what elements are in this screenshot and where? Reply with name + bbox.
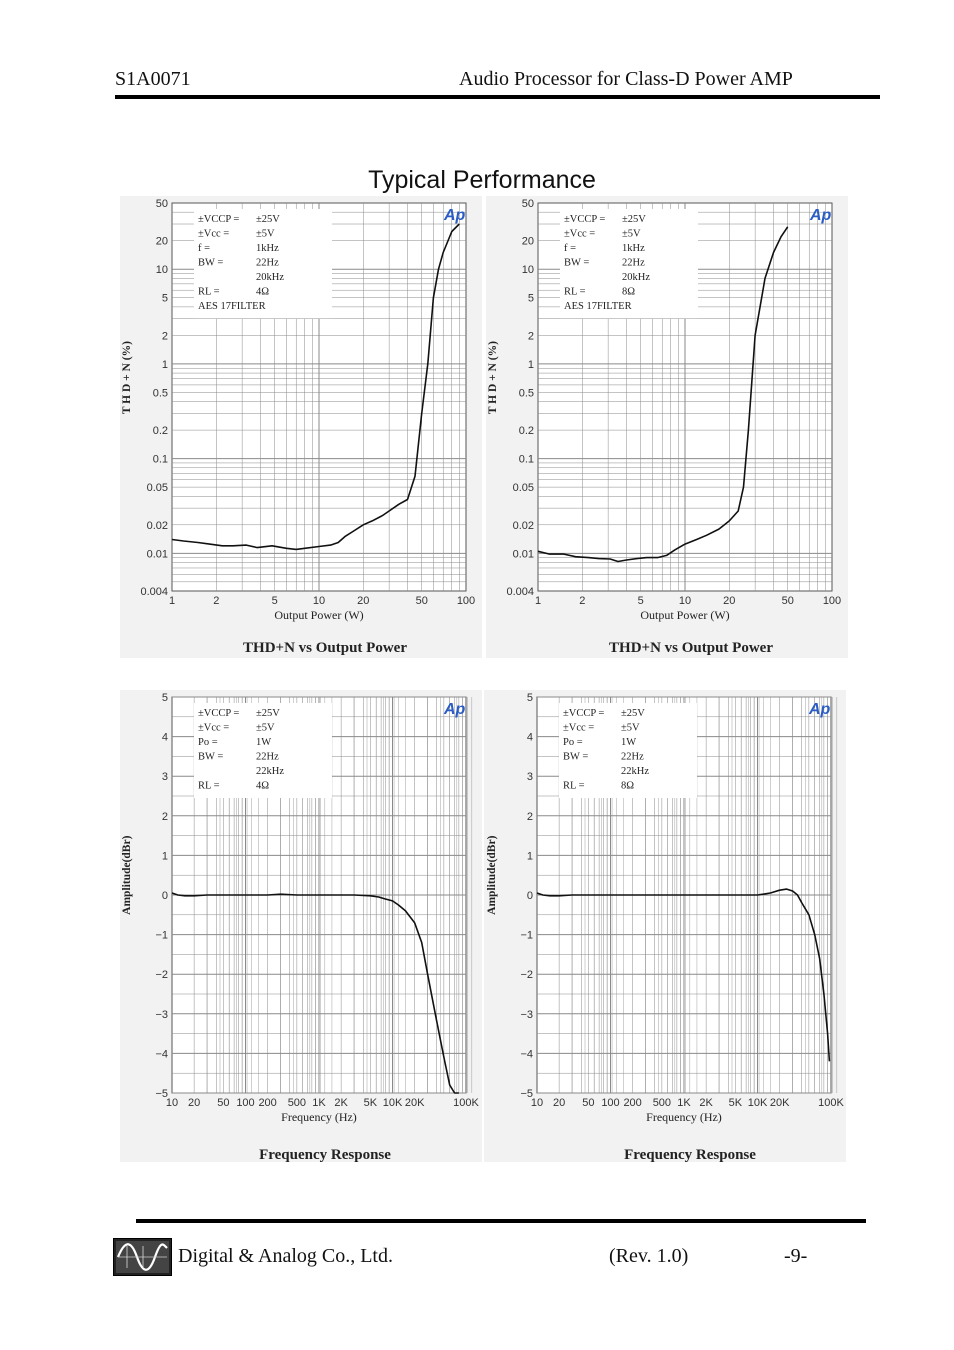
x-tick-label: 100 (601, 1097, 620, 1109)
chart-3 (120, 690, 482, 1163)
legend-key: f = (198, 243, 211, 254)
y-tick-label: 10 (521, 264, 534, 277)
chart-caption: Frequency Response (259, 1147, 391, 1163)
legend-key: RL = (198, 780, 220, 792)
x-tick-label: 100K (453, 1097, 479, 1109)
legend-value: 8Ω (622, 286, 636, 298)
legend-key: ±Vcc = (198, 228, 230, 240)
legend-value: ±25V (622, 214, 646, 225)
legend-value: 22Hz (622, 257, 645, 269)
y-tick-label: 10 (155, 264, 168, 277)
y-tick-label: 0.1 (518, 453, 534, 466)
y-tick-label: −4 (520, 1048, 533, 1061)
x-tick-label: 500 (287, 1097, 307, 1109)
legend-value: 22Hz (256, 257, 279, 269)
legend-value: 20kHz (256, 272, 284, 283)
legend-value: ±5V (622, 228, 641, 240)
ap-logo-icon: Ap (444, 207, 466, 224)
x-tick-label: 2 (213, 595, 220, 607)
x-axis-label: Frequency (Hz) (281, 1110, 357, 1124)
x-tick-label: 20 (553, 1097, 566, 1109)
legend-value: 1kHz (256, 243, 279, 254)
x-tick-label: 50 (582, 1097, 595, 1109)
legend-key: RL = (564, 286, 586, 298)
y-tick-label: −5 (520, 1088, 533, 1100)
x-tick-label: 20 (188, 1097, 201, 1109)
y-tick-label: 0.5 (518, 387, 534, 400)
y-tick-label: 5 (161, 692, 168, 704)
company-logo-icon (113, 1238, 172, 1276)
x-tick-label: 5K (363, 1097, 378, 1109)
x-axis-label: Output Power (W) (274, 608, 364, 622)
x-tick-label: 2 (579, 595, 586, 607)
chart-4 (484, 690, 846, 1163)
chart-caption: THD+N vs Output Power (609, 640, 773, 656)
legend-key: BW = (564, 257, 590, 269)
legend-key: AES 17FILTER (564, 301, 632, 312)
legend-key: RL = (198, 286, 220, 298)
y-tick-label: 0.5 (152, 387, 168, 400)
y-tick-label: −5 (155, 1088, 168, 1100)
legend-key: BW = (198, 257, 224, 269)
y-tick-label: 2 (161, 330, 168, 343)
header-doc-title: Audio Processor for Class-D Power AMP (459, 68, 793, 90)
ap-logo-icon: Ap (444, 701, 466, 718)
legend-value: 20kHz (622, 272, 650, 283)
header-part-number: S1A0071 (115, 68, 191, 90)
y-tick-label: 0.004 (140, 586, 168, 598)
y-tick-label: 0.02 (146, 519, 168, 532)
x-tick-label: 100K (818, 1097, 844, 1109)
x-tick-label: 100 (236, 1097, 255, 1109)
x-tick-label: 5 (637, 595, 644, 607)
y-tick-label: 2 (526, 810, 533, 823)
y-tick-label: 5 (527, 292, 534, 305)
x-tick-label: 50 (781, 595, 794, 607)
y-tick-label: −1 (155, 929, 168, 942)
y-tick-label: 4 (526, 731, 533, 744)
x-tick-label: 500 (652, 1097, 672, 1109)
x-tick-label: 200 (258, 1097, 277, 1109)
y-tick-label: 0.2 (152, 425, 168, 438)
legend-value: 8Ω (621, 780, 635, 792)
chart-caption: THD+N vs Output Power (243, 640, 407, 656)
x-tick-label: 1K (677, 1097, 691, 1109)
legend-key: Po = (198, 737, 218, 748)
y-tick-label: 0.05 (146, 482, 168, 495)
y-tick-label: 5 (161, 292, 168, 305)
x-tick-label: 2K (334, 1097, 348, 1109)
x-tick-label: 10 (530, 1097, 544, 1109)
legend-key: f = (564, 243, 577, 254)
legend-key: ±Vcc = (563, 722, 595, 734)
legend-key: ±Vcc = (198, 722, 230, 734)
x-tick-label: 2K (699, 1097, 713, 1109)
y-tick-label: 0.02 (512, 519, 534, 532)
y-tick-label: 3 (526, 771, 533, 784)
footer-page-number: -9- (784, 1245, 808, 1267)
legend-value: 1W (256, 737, 272, 748)
legend-value: 4Ω (256, 780, 270, 792)
x-tick-label: 20K (404, 1097, 425, 1109)
legend-key: ±Vcc = (564, 228, 596, 240)
x-tick-label: 10 (678, 595, 692, 607)
chart-2 (486, 196, 848, 658)
legend-value: ±5V (256, 722, 275, 734)
ap-logo-icon: Ap (810, 207, 832, 224)
x-tick-label: 100 (456, 595, 476, 607)
y-tick-label: 0 (526, 890, 533, 902)
x-tick-label: 10K (382, 1097, 403, 1109)
y-tick-label: −3 (520, 1008, 533, 1021)
legend-value: 4Ω (256, 286, 270, 298)
x-tick-label: 1 (168, 595, 176, 607)
y-tick-label: 1 (161, 850, 168, 863)
y-tick-label: 50 (521, 198, 534, 210)
y-tick-label: 1 (527, 358, 534, 371)
y-tick-label: 4 (161, 731, 168, 744)
x-tick-label: 20 (723, 595, 736, 607)
x-tick-label: 10 (312, 595, 326, 607)
legend-value: 22kHz (621, 766, 649, 777)
y-tick-label: 0.05 (512, 482, 534, 495)
legend-key: ±VCCP = (198, 214, 240, 225)
y-tick-label: 1 (526, 850, 533, 863)
x-tick-label: 50 (415, 595, 428, 607)
footer-rule (136, 1219, 866, 1223)
x-tick-label: 20K (769, 1097, 790, 1109)
legend-value: ±5V (621, 722, 640, 734)
x-tick-label: 5 (271, 595, 278, 607)
x-tick-label: 200 (623, 1097, 642, 1109)
y-tick-label: 50 (155, 198, 168, 210)
legend-key: ±VCCP = (564, 214, 606, 225)
y-tick-label: 2 (527, 330, 534, 343)
y-tick-label: 2 (161, 810, 168, 823)
x-tick-label: 1 (534, 595, 542, 607)
chart-caption: Frequency Response (624, 1147, 756, 1163)
legend-value: ±25V (256, 214, 280, 225)
y-axis-label: T H D + N (%) (121, 341, 133, 415)
y-tick-label: −1 (520, 929, 533, 942)
footer-company: Digital & Analog Co., Ltd. (178, 1245, 393, 1267)
x-tick-label: 100 (822, 595, 842, 607)
y-tick-label: 0 (161, 890, 168, 902)
y-tick-label: −2 (520, 969, 533, 982)
y-tick-label: −3 (155, 1008, 168, 1021)
chart-1 (120, 196, 482, 658)
y-tick-label: 0.004 (506, 586, 534, 598)
legend-value: ±5V (256, 228, 275, 240)
legend-value: ±25V (256, 708, 280, 719)
x-axis-label: Frequency (Hz) (646, 1110, 722, 1124)
y-tick-label: 5 (526, 692, 533, 704)
y-tick-label: −4 (155, 1048, 168, 1061)
legend-key: BW = (563, 751, 589, 763)
legend-key: Po = (563, 737, 583, 748)
legend-key: BW = (198, 751, 224, 763)
y-axis-label: Amplitude(dBr) (486, 835, 498, 915)
y-tick-label: 0.2 (518, 425, 534, 438)
y-tick-label: 20 (521, 235, 534, 248)
legend-key: AES 17FILTER (198, 301, 266, 312)
y-tick-label: 0.1 (152, 453, 168, 466)
y-axis-label: Amplitude(dBr) (121, 835, 133, 915)
legend-key: RL = (563, 780, 585, 792)
legend-key: ±VCCP = (198, 708, 240, 719)
x-axis-label: Output Power (W) (640, 608, 730, 622)
ap-logo-icon: Ap (809, 701, 831, 718)
x-tick-label: 20 (357, 595, 370, 607)
y-tick-label: 20 (155, 235, 168, 248)
page-title: Typical Performance (368, 166, 596, 194)
y-tick-label: 1 (161, 358, 168, 371)
y-axis-label: T H D + N (%) (487, 341, 499, 415)
y-tick-label: 0.01 (146, 548, 168, 561)
y-tick-label: 3 (161, 771, 168, 784)
footer-revision: (Rev. 1.0) (609, 1245, 689, 1267)
legend-value: ±25V (621, 708, 645, 719)
legend-value: 22Hz (256, 751, 279, 763)
x-tick-label: 50 (217, 1097, 230, 1109)
legend-value: 22Hz (621, 751, 644, 763)
x-tick-label: 5K (728, 1097, 743, 1109)
x-tick-label: 1K (312, 1097, 326, 1109)
y-tick-label: 0.01 (512, 548, 534, 561)
legend-value: 1W (621, 737, 637, 748)
y-tick-label: −2 (155, 969, 168, 982)
legend-value: 22kHz (256, 766, 284, 777)
x-tick-label: 10K (747, 1097, 768, 1109)
legend-key: ±VCCP = (563, 708, 605, 719)
x-tick-label: 10 (165, 1097, 179, 1109)
legend-value: 1kHz (622, 243, 645, 254)
